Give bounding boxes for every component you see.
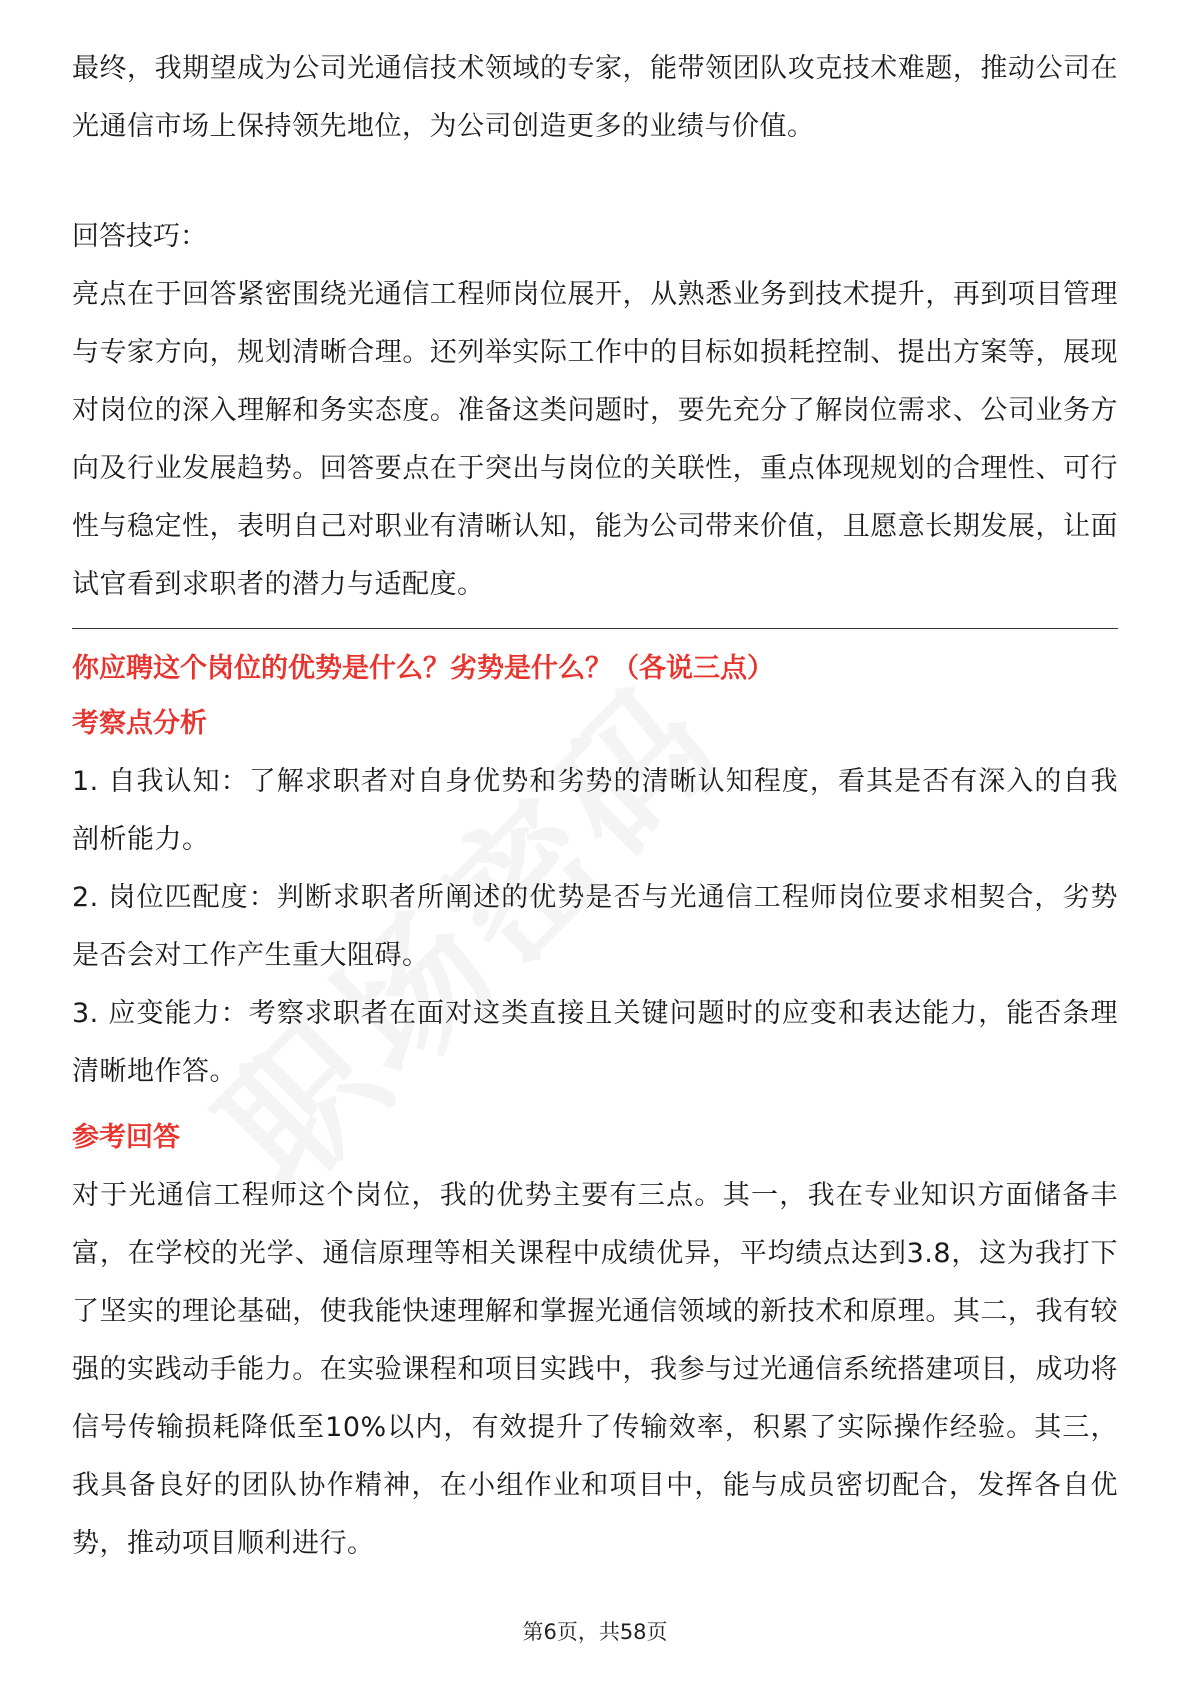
analysis-item: 2. 岗位匹配度：判断求职者所阐述的优势是否与光通信工程师岗位要求相契合，劣势是否会对工作产生重大阻碍。 bbox=[72, 882, 1118, 971]
spacer bbox=[72, 156, 1118, 208]
answer-heading: 参考回答 bbox=[72, 1122, 180, 1153]
analysis-item: 1. 自我认知：了解求职者对自身优势和劣势的清晰认知程度，看其是否有深入的自我剖析能力。 bbox=[72, 766, 1118, 855]
intro-paragraph: 最终，我期望成为公司光通信技术领域的专家，能带领团队攻克技术难题，推动公司在光通信市场上保持领先地位，为公司创造更多的业绩与价值。 bbox=[72, 53, 1118, 142]
tips-label: 回答技巧： bbox=[72, 221, 207, 252]
tips-paragraph: 亮点在于回答紧密围绕光通信工程师岗位展开，从熟悉业务到技术提升，再到项目管理与专家方向，规划清晰合理。还列举实际工作中的目标如损耗控制、提出方案等，展现对岗位的深入理解和务实态度。准备这类问题时，要先充分了解岗位需求、公司业务方向及行业发展趋势。回答要点在于突出与岗位的关联性，重点体现规划的合理性、可行性与稳定性，表明自己对职业有清晰认知，能为公司带来价值，且愿意长期发展，让面试官看到求职者的潜力与适配度。 bbox=[72, 279, 1118, 600]
question-title: 你应聘这个岗位的优势是什么？劣势是什么？（各说三点） bbox=[72, 653, 774, 684]
page-number: 第6页，共58页 bbox=[522, 1620, 668, 1644]
answer-paragraph: 对于光通信工程师这个岗位，我的优势主要有三点。其一，我在专业知识方面储备丰富，在学校的光学、通信原理等相关课程中成绩优异，平均绩点达到3.8，这为我打下了坚实的理论基础，使我能快速理解和掌握光通信领域的新技术和原理。其二，我有较强的实践动手能力。在实验课程和项目实践中，我参与过光通信系统搭建项目，成功将信号传输损耗降低至10%以内，有效提升了传输效率，积累了实际操作经验。其三，我具备良好的团队协作精神，在小组作业和项目中，能与成员密切配合，发挥各自优势，推动项目顺利进行。 bbox=[72, 1180, 1118, 1559]
analysis-heading: 考察点分析 bbox=[72, 708, 207, 739]
page-content bbox=[72, 40, 1118, 1573]
section-divider bbox=[72, 628, 1118, 629]
analysis-item: 3. 应变能力：考察求职者在面对这类直接且关键问题时的应变和表达能力，能否条理清晰地作答。 bbox=[72, 998, 1118, 1087]
